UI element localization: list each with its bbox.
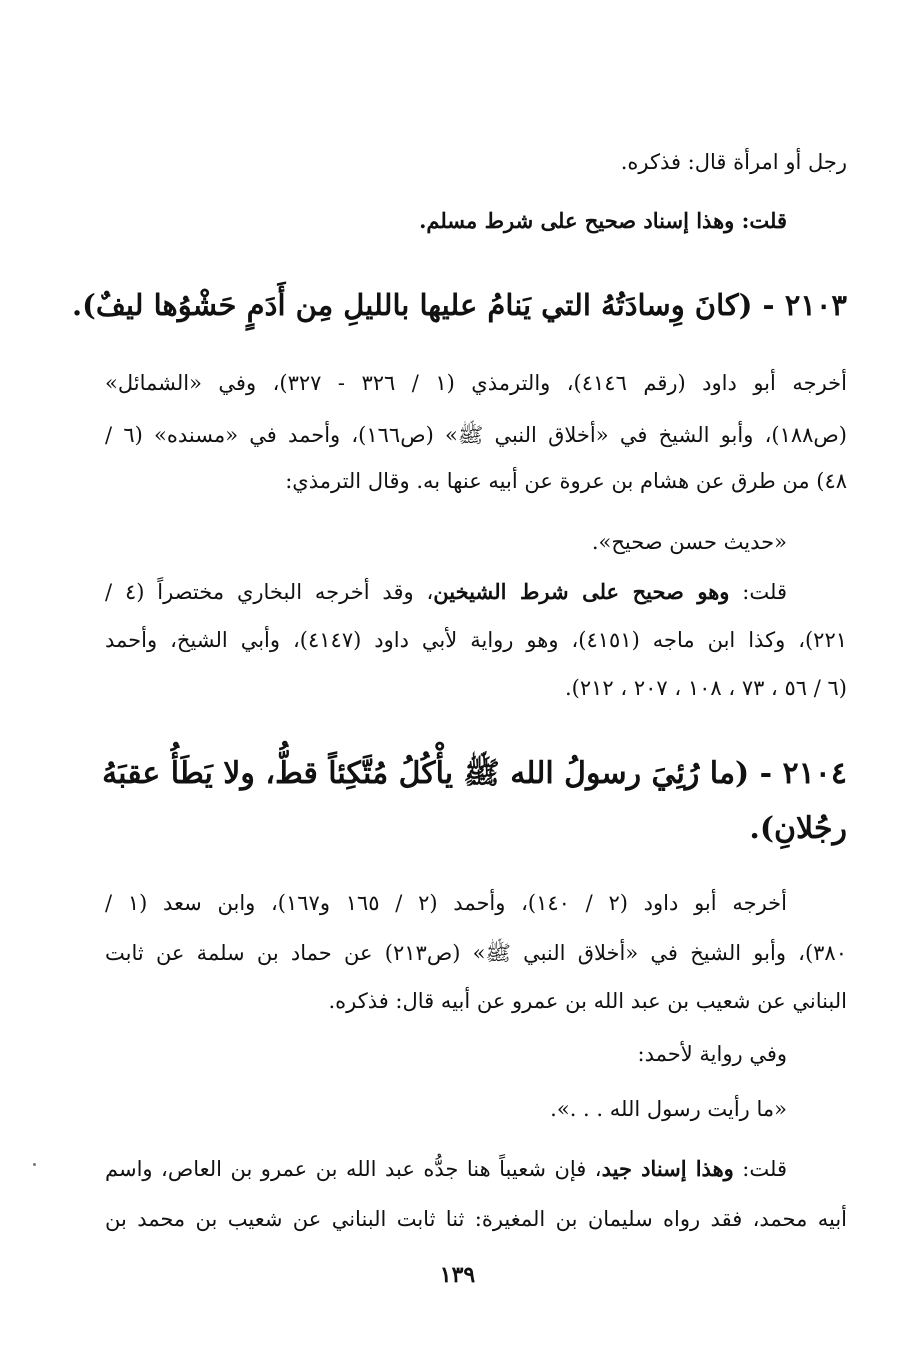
text-line-4: (ص١٨٨)، وأبو الشيخ في «أخلاق النبي ﷺ» (ص١٦٦)، وأحمد في «مسنده» (٦ /	[105, 423, 847, 447]
text-line-12: البناني عن شعيب بن عبد الله بن عمرو عن أبيه قال: فذكره.	[328, 989, 847, 1013]
text-line-16: أبيه محمد، فقد رواه سليمان بن المغيرة: ثنا ثابت البناني عن شعيب بن محمد بن	[105, 1207, 847, 1231]
hadith-2104-heading-line-2: رجُلانِ).	[749, 811, 847, 846]
text-line-13: وفي رواية لأحمد:	[637, 1042, 787, 1066]
text-line-1: رجل أو امرأة قال: فذكره.	[620, 150, 847, 174]
text-line-14: «ما رأيت رسول الله . . .».	[550, 1097, 787, 1121]
text-line-3: أخرجه أبو داود (رقم ٤١٤٦)، والترمذي (١ / ٣٢٦ - ٣٢٧)، وفي «الشمائل»	[105, 371, 847, 395]
text-line-6: «حديث حسن صحيح».	[591, 530, 787, 554]
text-line-7: قلت: وهو صحيح على شرط الشيخين، وقد أخرجه البخاري مختصراً (٤ /	[105, 579, 787, 604]
text-line-2: قلت: وهذا إسناد صحيح على شرط مسلم.	[419, 208, 787, 233]
hadith-2104-heading-line-1: ٢١٠٤ - (ما رُئِيَ رسولُ الله ﷺ يأْكُلُ مُتَّكِئاً قطُّ، ولا يَطَأُ عقبَهُ	[102, 756, 847, 791]
margin-mark	[33, 1163, 36, 1166]
page-number: ١٣٩	[439, 1262, 476, 1288]
text-line-5: ٤٨) من طرق عن هشام بن عروة عن أبيه عنها به. وقال الترمذي:	[285, 469, 847, 493]
text-line-11: ٣٨٠)، وأبو الشيخ في «أخلاق النبي ﷺ» (ص٢١٣) عن حماد بن سلمة عن ثابت	[105, 941, 847, 965]
hadith-2103-heading: ٢١٠٣ - (كانَ وِسادَتُهُ التي يَنامُ عليها بالليلِ مِن أَدَمٍ حَشْوُها ليفٌ).	[72, 288, 847, 322]
text-line-8: ٢٢١)، وكذا ابن ماجه (٤١٥١)، وهو رواية لأبي داود (٤١٤٧)، وأبي الشيخ، وأحمد	[105, 628, 848, 652]
text-line-15: قلت: وهذا إسناد جيد، فإن شعيباً هنا جدُّه عبد الله بن عمرو بن العاص، واسم	[105, 1156, 787, 1181]
text-line-10: أخرجه أبو داود (٢ / ١٤٠)، وأحمد (٢ / ١٦٥ و١٦٧)، وابن سعد (١ /	[105, 891, 787, 915]
text-line-9: (٦ / ٥٦ ، ٧٣ ، ١٠٨ ، ٢٠٧ ، ٢١٢).	[564, 676, 847, 700]
